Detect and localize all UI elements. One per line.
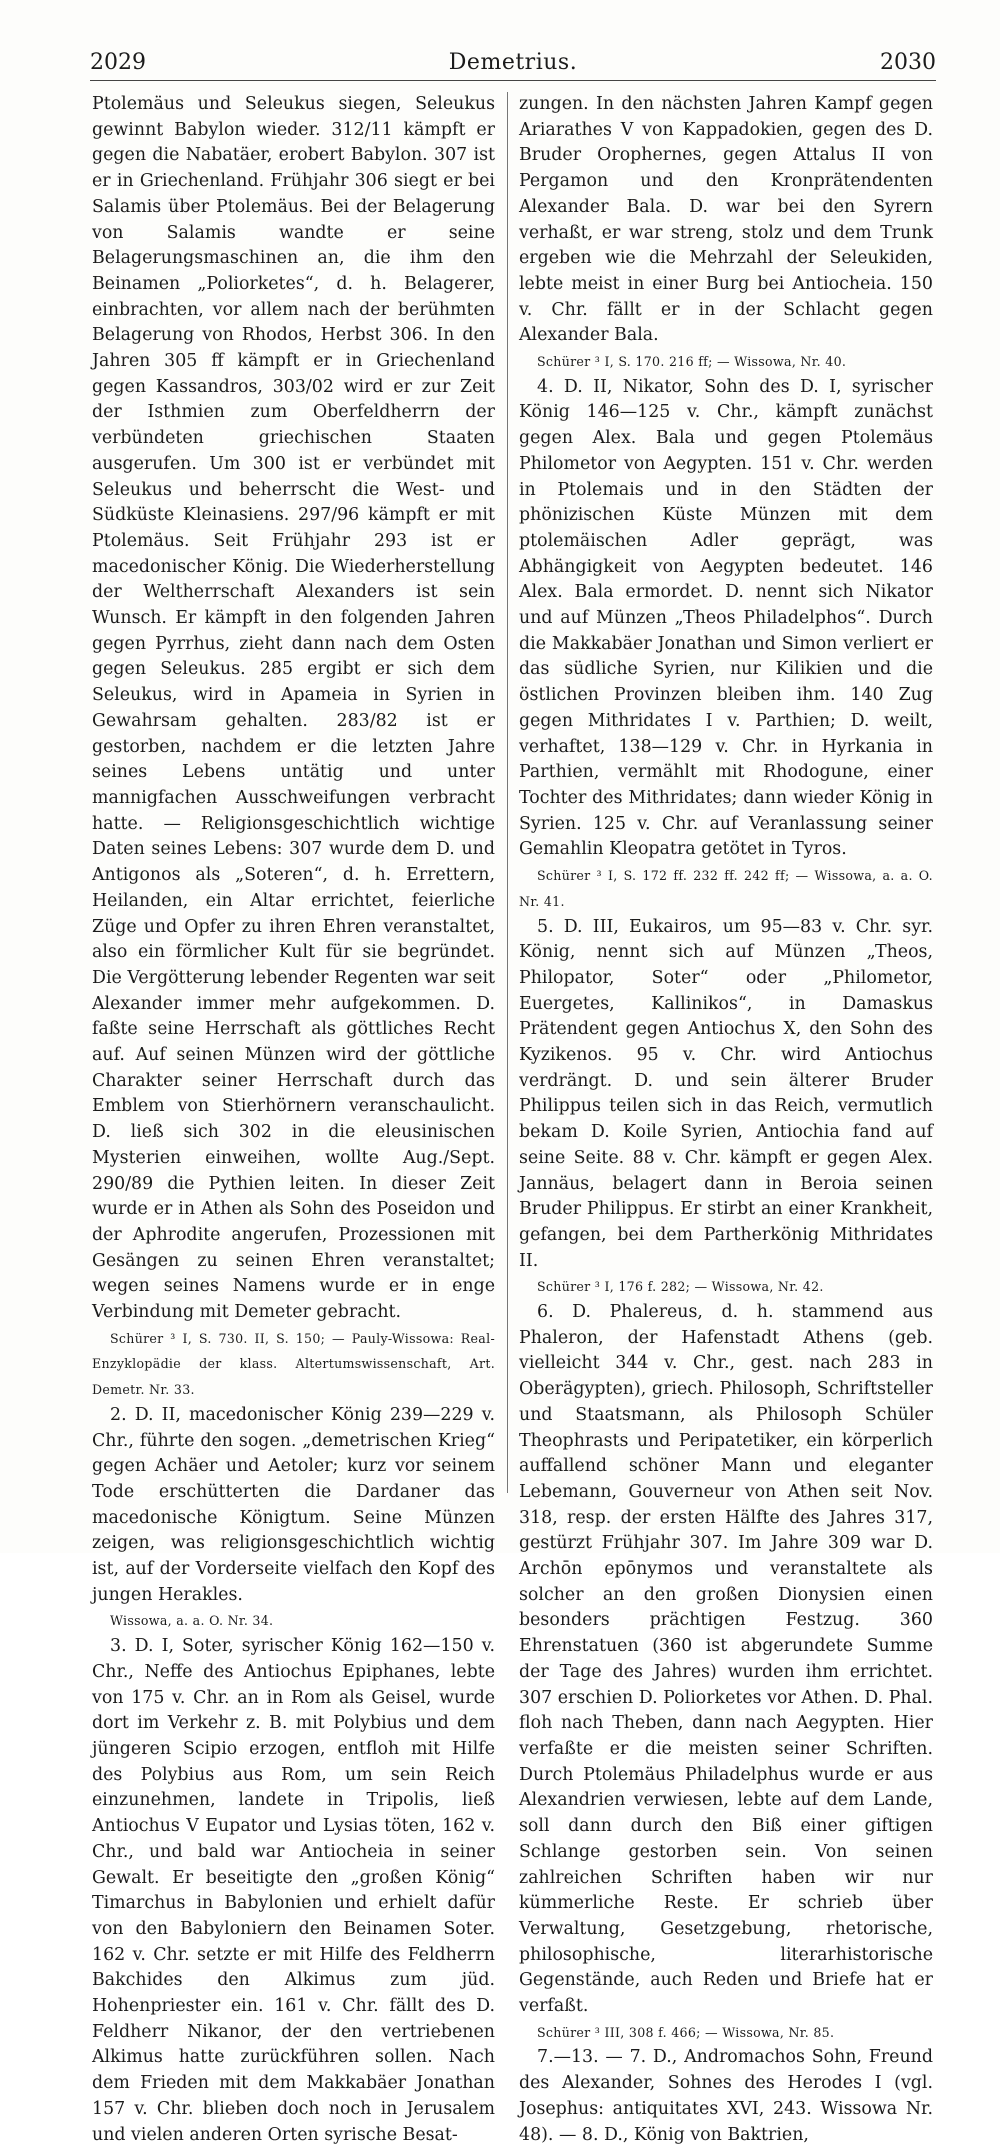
page-number-left: 2029 bbox=[90, 50, 146, 75]
entry-paragraph: 6. D. Phalereus, d. h. stammend aus Phaleron, der Hafenstadt Athens (geb. vielleicht 344 v. Chr., gest. nach 283 in Oberägypten), griech. Philosoph, Schriftsteller und Staatsmann, als Philosoph Schüler Theophrasts und Peripatetiker, ein körperlich auffallend schöner Mann und eleganter Lebemann, Gouverneur von Athen seit Nov. 318, resp. der ersten Hälfte des Jahres 317, gestürzt Frühjahr 307. Im Jahre 309 war D. Archōn epōnymos und veranstaltete als solcher an den großen Dionysien einen besonders prächtigen Festzug. 360 Ehrenstatuen (360 ist abgerundete Summe der Tage des Jahres) wurden ihm errichtet. 307 erschien D. Poliorketes vor Athen. D. Phal. floh nach Theben, dann nach Aegypten. Hier verfaßte er die meisten seiner Schriften. Durch Ptolemäus Philadelphus wurde er aus Alexandrien verwiesen, lebte auf dem Lande, soll dann durch den Biß einer giftigen Schlange gestorben sein. Von seinen zahlreichen Schriften haben wir nur kümmerliche Reste. Er schrieb über Verwaltung, Gesetzgebung, rhetorische, philosophische, literarhistorische Gegenstände, auch Reden und Briefe hat er verfaßt. bbox=[519, 1302, 933, 2017]
entry-paragraph: 4. D. II, Nikator, Sohn des D. I, syrischer König 146—125 v. Chr., kämpft zunächst gegen Alex. Bala und gegen Ptolemäus Philometor von Aegypten. 151 v. Chr. werden in Ptolemais und in den Städten der phönizischen Küste Münzen mit dem ptolemäischen Adler geprägt, was Abhängigkeit von Aegypten bedeutet. 146 Alex. Bala ermordet. D. nennt sich Nikator und auf Münzen „Theos Philadelphos“. Durch die Makkabäer Jonathan und Simon verliert er das südliche Syrien, nur Kilikien und die östlichen Provinzen bleiben ihm. 140 Zug gegen Mithridates I v. Parthien; D. weilt, verhaftet, 138—129 v. Chr. in Hyrkania in Parthien, vermählt mit Rhodogune, einer Tochter des Mithridates; dann wieder König in Syrien. 125 v. Chr. auf Veranlassung seiner Gemahlin Kleopatra getötet in Tyros. bbox=[519, 376, 933, 860]
page-number-right: 2030 bbox=[880, 50, 936, 75]
reference-note: Schürer ³ III, 308 f. 466; — Wissowa, Nr. 85. bbox=[537, 2024, 835, 2040]
entry-paragraph: 3. D. I, Soter, syrischer König 162—150 v. Chr., Neffe des Antiochus Epiphanes, lebte von 175 v. Chr. an in Rom als Geisel, wurde dort im Verkehr z. B. mit Polybius und dem jüngeren Scipio erzogen, entfloh mit Hilfe des Polybius aus Rom, um sein Reich einzunehmen, landete in Tripolis, ließ Antiochus V Eupator und Lysias töten, 162 v. Chr., und bald war Antiocheia in seiner Gewalt. Er beseitigte den „großen König“ Timarchus in Babylonien und erhielt dafür von den Babyloniern den Beinamen Soter. 162 v. Chr. setzte er mit Hilfe des Feldherrn Bakchides den Alkimus zum jüd. Hohenpriester ein. 161 v. Chr. fällt des D. Feldherr Nikanor, der den vertriebenen Alkimus hatte zurückführen sollen. Nach dem Frieden mit dem Makkabäer Jonathan 157 v. Chr. blieben doch noch in Jerusalem und vielen anderen Orten syrische Besat- bbox=[92, 1636, 495, 2145]
body-paragraph: Ptolemäus und Seleukus siegen, Seleukus gewinnt Babylon wieder. 312/11 kämpft er gegen die Nabatäer, erobert Babylon. 307 ist er in Griechenland. Frühjahr 306 siegt er bei Salamis über Ptolemäus. Bei der Belagerung von Salamis wandte er seine Belagerungsmaschinen an, die ihm den Beinamen „Poliorketes“, d. h. Belagerer, einbrachten, vor allem nach der berühmten Belagerung von Rhodos, Herbst 306. In den Jahren 305 ff kämpft er in Griechenland gegen Kassandros, 303/02 wird er zur Zeit der Isthmien zum Oberfeldherrn der verbündeten griechischen Staaten ausgerufen. Um 300 ist er verbündet mit Seleukus und beherrscht die West- und Südküste Kleinasiens. 297/96 kämpft er mit Ptolemäus. Seit Frühjahr 293 ist er macedonischer König. Die Wiederherstellung der Weltherrschaft Alexanders ist sein Wunsch. Er kämpft in den folgenden Jahren gegen Pyrrhus, zieht dann nach dem Osten gegen Seleukus. 285 ergibt er sich dem Seleukus, wird in Apameia in Syrien in Gewahrsam gehalten. 283/82 ist er gestorben, nachdem er die letzten Jahre seines Lebens untätig und unter mannigfachen Ausschweifungen verbracht hatte. — Religionsgeschichtlich wichtige Daten seines Lebens: 307 wurde dem D. und Antigonos als „Soteren“, d. h. Errettern, Heilanden, ein Altar errichtet, feierliche Züge und Opfer zu ihren Ehren veranstaltet, also ein förmlicher Kult für sie begründet. Die Vergötterung lebender Regenten war seit Alexander immer mehr aufgekommen. D. faßte seine Herrschaft als göttliches Recht auf. Auf seinen Münzen wird der göttliche Charakter seiner Herrschaft durch das Emblem von Stierhörnern veranschaulicht. D. ließ sich 302 in die eleusinischen Mysterien einweihen, wollte Aug./Sept. 290/89 die Pythien leiten. In dieser Zeit wurde er in Athen als Sohn des Poseidon und der Aphrodite angerufen, Prozessionen mit Gesängen zu seinen Ehren veranstaltet; wegen seines Namens wurde er in enge Verbindung mit Demeter gebracht. bbox=[92, 94, 495, 1323]
right-column bbox=[519, 92, 933, 2145]
entry-paragraph: 5. D. III, Eukairos, um 95—83 v. Chr. syr. König, nennt sich auf Münzen „Theos, Philopator, Soter“ oder „Philometor, Euergetes, Kallinikos“, in Damaskus Prätendent gegen Antiochus X, den Sohn des Kyzikenos. 95 v. Chr. wird Antiochus verdrängt. D. und sein älterer Bruder Philippus teilen sich in das Reich, vermutlich bekam D. Koile Syrien, Antiochia fand auf seine Seite. 88 v. Chr. kämpft er gegen Alex. Jannäus, belagert dann in Beroia seinen Bruder Philippus. Er stirbt an einer Krankheit, gefangen, bei dem Partherkönig Mithridates II. bbox=[519, 916, 933, 1271]
column-divider bbox=[507, 92, 508, 1493]
running-title: Demetrius. bbox=[448, 50, 578, 75]
page-header bbox=[90, 40, 936, 80]
reference-note: Schürer ³ I, S. 172 ff. 232 ff. 242 ff; — Wissowa, a. a. O. Nr. 41. bbox=[519, 868, 933, 909]
reference-note: Schürer ³ I, 176 f. 282; — Wissowa, Nr. 42. bbox=[537, 1279, 824, 1295]
header-rule bbox=[90, 80, 936, 81]
entry-paragraph: 7.—13. — 7. D., Andromachos Sohn, Freund des Alexander, Sohnes des Herodes I (vgl. Josephus: antiquitates XVI, 243. Wissowa Nr. 48). — 8. D., König von Baktrien, bbox=[519, 2047, 933, 2145]
body-paragraph: zungen. In den nächsten Jahren Kampf gegen Ariarathes V von Kappadokien, gegen des D. Bruder Orophernes, gegen Attalus II von Pergamon und den Kronprätendenten Alexander Bala. D. war bei den Syrern verhaßt, er war streng, stolz und dem Trunk ergeben wie die Mehrzahl der Seleukiden, lebte meist in einer Burg bei Antiocheia. 150 v. Chr. fällt er in der Schlacht gegen Alexander Bala. bbox=[519, 94, 933, 346]
reference-note: Schürer ³ I, S. 730. II, S. 150; — Pauly-Wissowa: Real-Enzyklopädie der klass. Altertumswissenschaft, Art. Demetr. Nr. 33. bbox=[92, 1330, 495, 1398]
entry-paragraph: 2. D. II, macedonischer König 239—229 v. Chr., führte den sogen. „demetrischen Krieg“ gegen Achäer und Aetoler; kurz vor seinem Tode erschütterten die Dardaner das macedonische Königtum. Seine Münzen zeigen, was religionsgeschichtlich wichtig ist, auf der Vorderseite vielfach den Kopf des jungen Herakles. bbox=[92, 1404, 495, 1605]
left-column bbox=[92, 92, 495, 2145]
reference-note: Wissowa, a. a. O. Nr. 34. bbox=[110, 1613, 274, 1629]
reference-note: Schürer ³ I, S. 170. 216 ff; — Wissowa, Nr. 40. bbox=[537, 354, 847, 370]
